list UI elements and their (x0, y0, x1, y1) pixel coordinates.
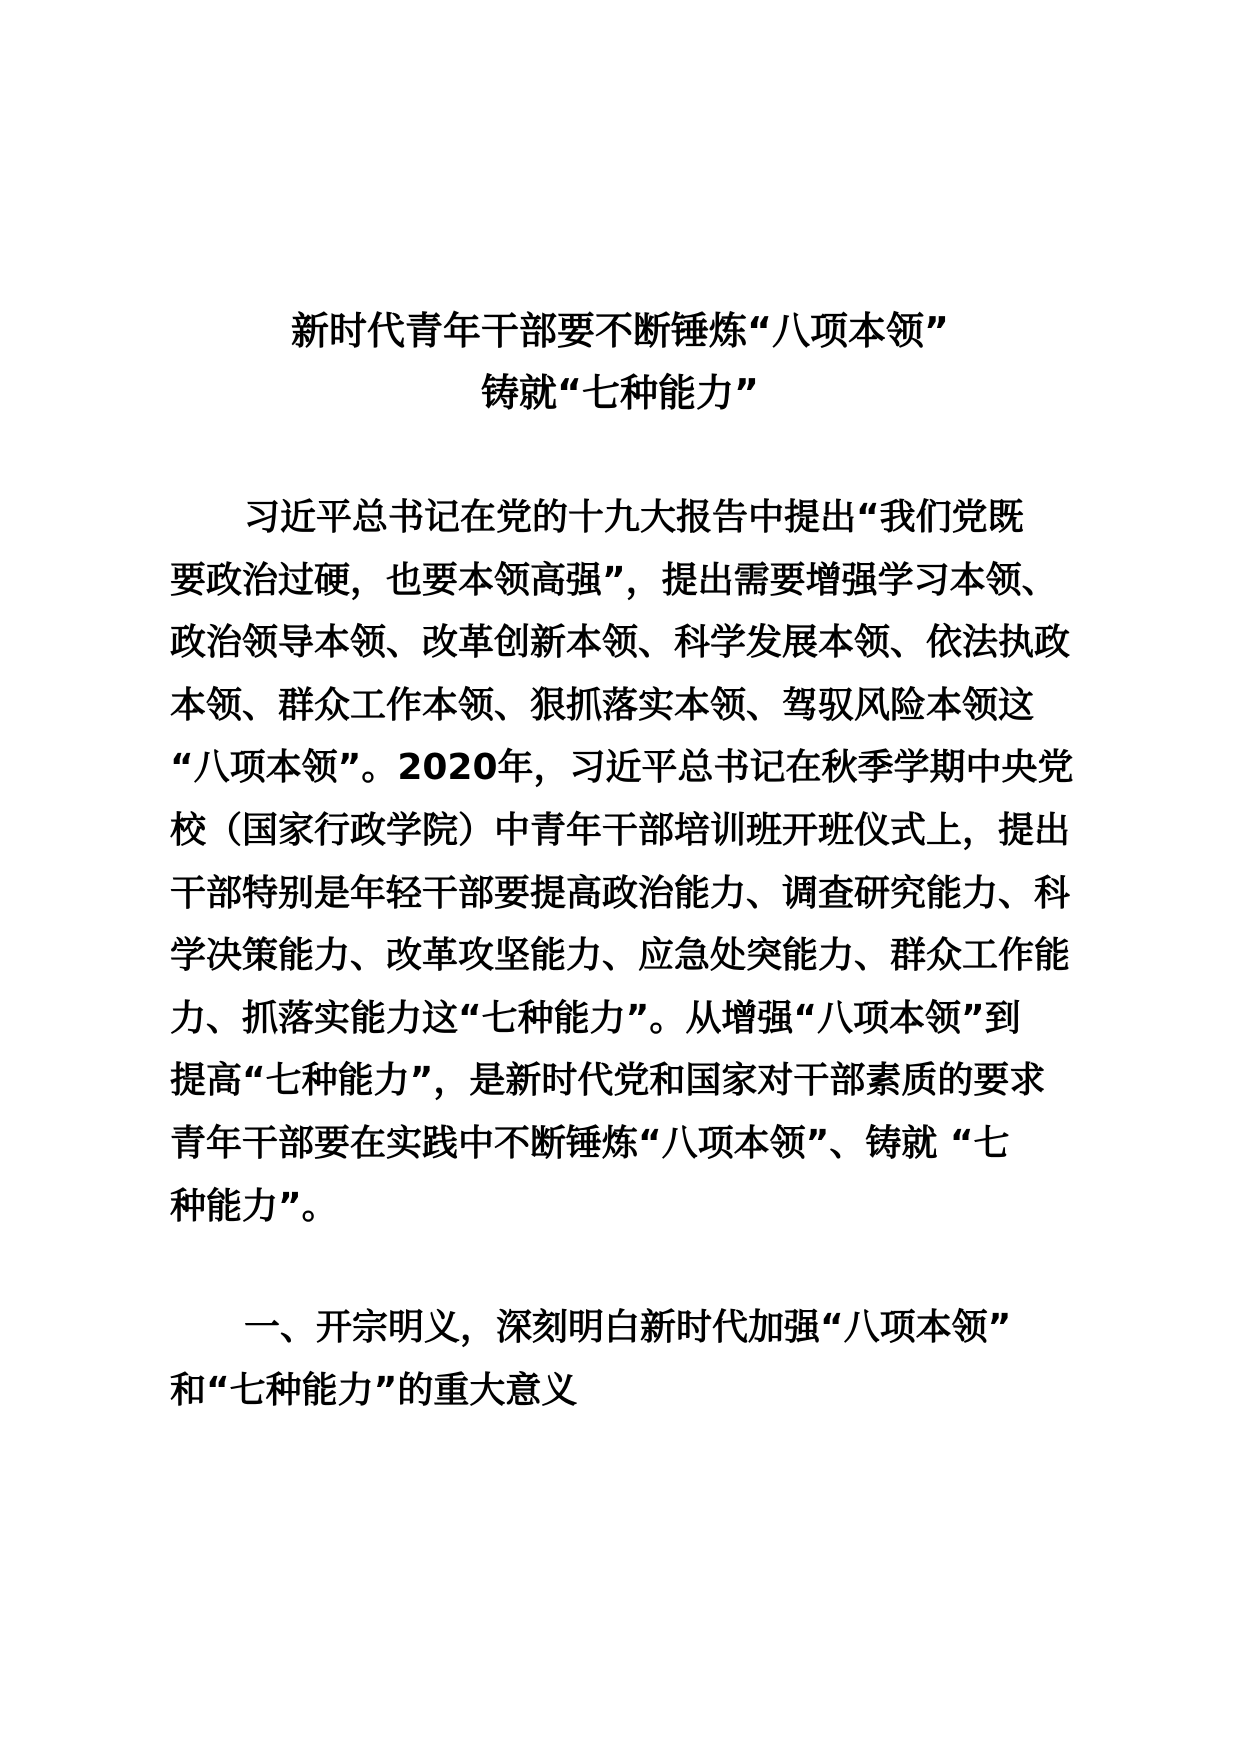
section-heading (170, 1297, 1100, 1422)
paragraph-line: 校（国家行政学院）中青年干部培训班开班仪式上，提出 (170, 809, 1071, 851)
document-title (170, 300, 1070, 424)
paragraph-line: 提高“七种能力”，是新时代党和国家对干部素质的要求 (170, 1060, 1046, 1102)
paragraph-line: 力、抓落实能力这“七种能力”。从增强“八项本领”到 (170, 997, 1021, 1039)
paragraph-line: “八项本领”。2020年，习近平总书记在秋季学期中央党 (170, 747, 1074, 789)
section-heading-line-1: 一、开宗明义，深刻明白新时代加强“八项本领” (244, 1307, 1012, 1348)
intro-paragraph (170, 487, 1100, 1238)
paragraph-line: 青年干部要在实践中不断锤炼“八项本领”、铸就 “七 (170, 1122, 1010, 1164)
paragraph-line: 习近平总书记在党的十九大报告中提出“我们党既 (244, 497, 1024, 538)
paragraph-line: 要政治过硬，也要本领高强”，提出需要增强学习本领、 (170, 559, 1058, 601)
paragraph-line: 种能力”。 (170, 1185, 338, 1227)
paragraph-line: 干部特别是年轻干部要提高政治能力、调查研究能力、科 (170, 872, 1071, 914)
title-line-2: 铸就“七种能力” (481, 371, 759, 415)
section-heading-line-2: 和“七种能力”的重大意义 (170, 1369, 578, 1411)
title-line-1: 新时代青年干部要不断锤炼“八项本领” (291, 309, 949, 353)
paragraph-line: 本领、群众工作本领、狠抓落实本领、驾驭风险本领这 (170, 684, 1035, 726)
paragraph-line: 学决策能力、改革攻坚能力、应急处突能力、群众工作能 (170, 935, 1071, 977)
paragraph-line: 政治领导本领、改革创新本领、科学发展本领、依法执政 (170, 622, 1071, 664)
